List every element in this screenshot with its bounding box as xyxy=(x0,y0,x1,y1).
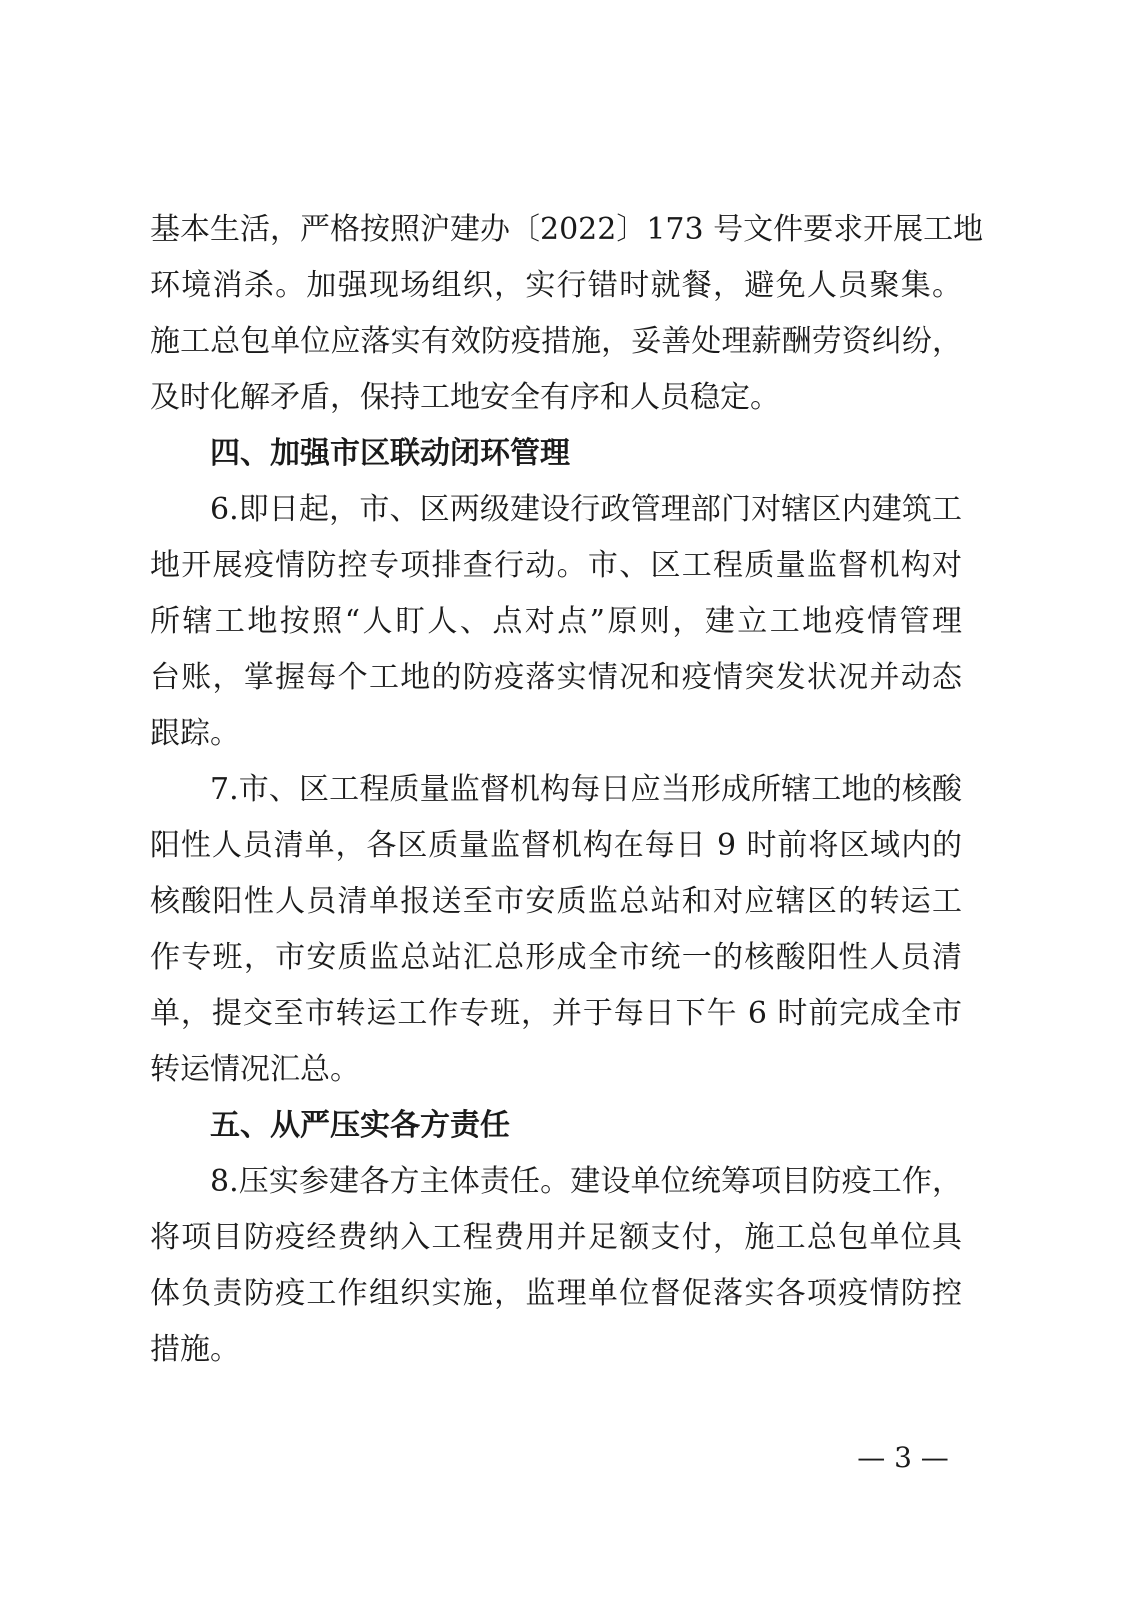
text-line: 地开展疫情防控专项排查行动。市、区工程质量监督机构对 xyxy=(150,548,962,583)
text-line: 作专班，市安质监总站汇总形成全市统一的核酸阳性人员清 xyxy=(150,940,962,975)
text-line: 跟踪。 xyxy=(150,716,240,751)
section-heading-5: 五、从严压实各方责任 xyxy=(210,1108,510,1143)
text-line: 7.市、区工程质量监督机构每日应当形成所辖工地的核酸 xyxy=(210,772,962,807)
text-line: 基本生活，严格按照沪建办〔2022〕173 号文件要求开展工地 xyxy=(150,212,984,247)
text-line: 体负责防疫工作组织实施，监理单位督促落实各项疫情防控 xyxy=(150,1276,962,1311)
text-line: 将项目防疫经费纳入工程费用并足额支付，施工总包单位具 xyxy=(150,1220,962,1255)
text-line: 台账，掌握每个工地的防疫落实情况和疫情突发状况并动态 xyxy=(150,660,962,695)
text-line: 核酸阳性人员清单报送至市安质监总站和对应辖区的转运工 xyxy=(150,884,962,919)
text-line: 单，提交至市转运工作专班，并于每日下午 6 时前完成全市 xyxy=(150,996,962,1031)
text-line: 措施。 xyxy=(150,1332,240,1367)
text-line: 阳性人员清单，各区质量监督机构在每日 9 时前将区域内的 xyxy=(150,828,962,863)
page-number: — 3 — xyxy=(857,1441,949,1474)
text-line: 转运情况汇总。 xyxy=(150,1052,360,1087)
text-line: 施工总包单位应落实有效防疫措施，妥善处理薪酬劳资纠纷， xyxy=(150,324,962,359)
text-line: 所辖工地按照“人盯人、点对点”原则，建立工地疫情管理 xyxy=(150,604,962,639)
text-line: 环境消杀。加强现场组织，实行错时就餐，避免人员聚集。 xyxy=(150,268,962,303)
text-line: 8.压实参建各方主体责任。建设单位统筹项目防疫工作， xyxy=(210,1164,962,1199)
section-heading-4: 四、加强市区联动闭环管理 xyxy=(210,436,570,471)
text-line: 6.即日起，市、区两级建设行政管理部门对辖区内建筑工 xyxy=(210,492,962,527)
text-line: 及时化解矛盾，保持工地安全有序和人员稳定。 xyxy=(150,380,780,415)
